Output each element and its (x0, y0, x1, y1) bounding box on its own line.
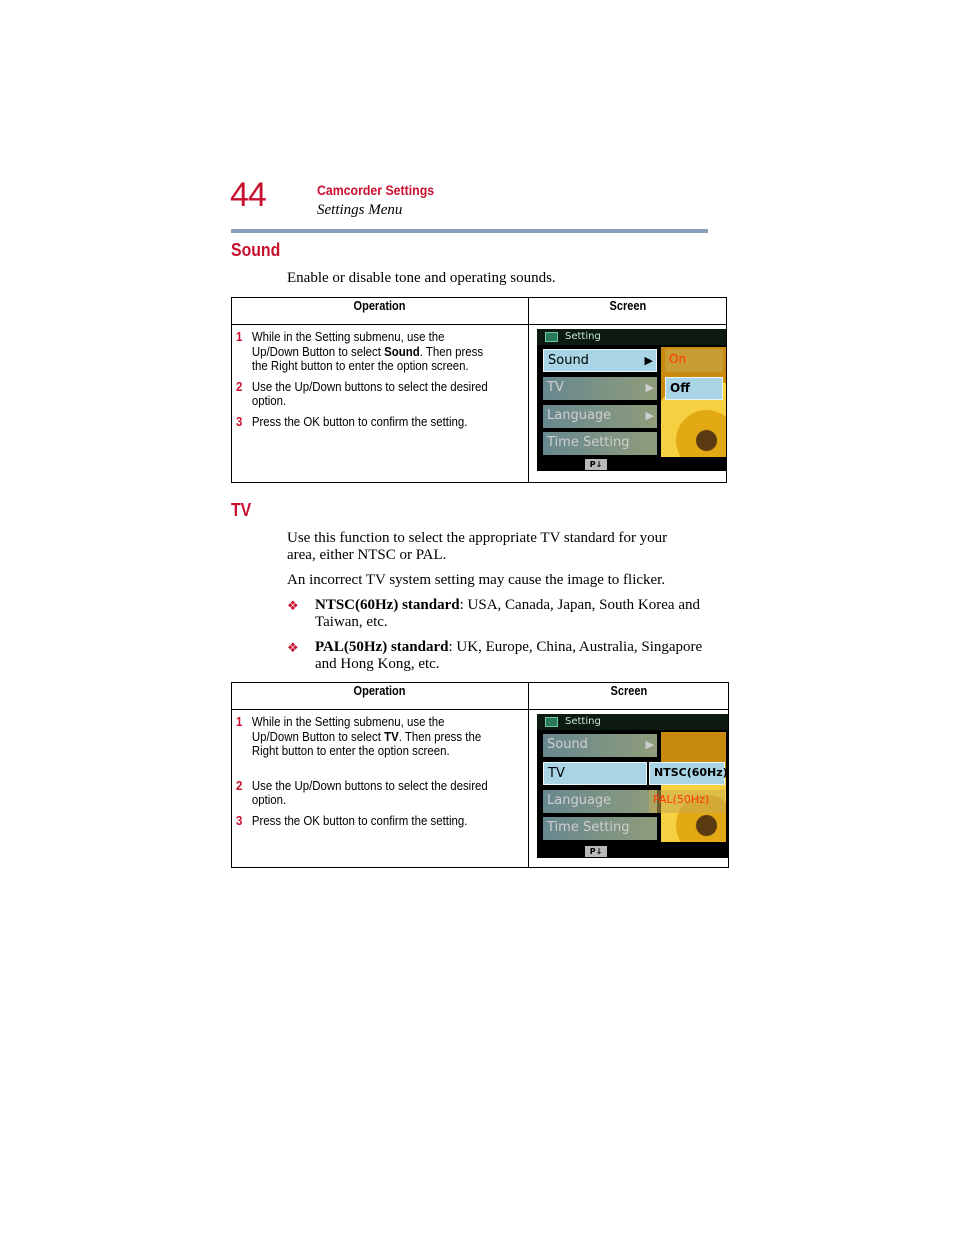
step: 1 While in the Setting submenu, use the Up/Down Button to select Sound. Then press the Right button to enter the option screen. (236, 329, 484, 373)
tv-intro: Use this function to select the appropriate TV standard for your area, either NTSC or PAL. (287, 530, 668, 563)
screen-header-bar (537, 714, 728, 730)
page-down-key-icon: P↓ (585, 459, 607, 470)
screen-title: Setting (565, 716, 601, 727)
bullet-icon: ❖ (287, 598, 299, 613)
operation-header: Operation (232, 298, 529, 325)
screen-cell (529, 710, 729, 868)
step: 3 Press the OK button to confirm the setting. (236, 812, 468, 828)
option-on: On (665, 349, 723, 372)
screen-header: Screen (529, 683, 729, 710)
menu-item-tv: TV (543, 762, 647, 785)
arrow-right-icon: ▶ (645, 381, 654, 394)
screen-title: Setting (565, 331, 601, 342)
screen-header-bar (537, 329, 726, 345)
option-off: Off (665, 377, 723, 400)
setting-icon (545, 332, 558, 342)
menu-item-sound: Sound ▶ (543, 734, 657, 757)
arrow-right-icon: ▶ (645, 409, 654, 422)
operation-cell (232, 325, 529, 483)
step: 3 Press the OK button to confirm the setting. (236, 413, 468, 429)
tv-warning: An incorrect TV system setting may cause the image to flicker. (287, 572, 666, 588)
menu-item-time-setting: Time Setting (543, 817, 657, 840)
page-number: 44 (230, 176, 266, 214)
screen-cell (529, 325, 727, 483)
sound-table (231, 297, 727, 483)
screen-footer (537, 457, 726, 471)
option-pal: PAL(50Hz) (649, 790, 725, 813)
operation-cell (232, 710, 529, 868)
flower-background-image (661, 732, 726, 842)
menu-item-tv: TV ▶ (543, 377, 657, 400)
menu-item-language: Language (543, 790, 657, 813)
sound-intro: Enable or disable tone and operating sounds. (287, 270, 556, 286)
option-ntsc: NTSC(60Hz) (649, 762, 725, 785)
step: 2 Use the Up/Down buttons to select the desired option. (236, 777, 488, 807)
operation-header: Operation (232, 683, 529, 710)
sound-heading: Sound (231, 240, 281, 260)
camcorder-screen (537, 714, 728, 858)
page-down-key-icon: P↓ (585, 846, 607, 857)
header-rule (231, 229, 708, 233)
bullet-icon: ❖ (287, 640, 299, 655)
menu-item-language: Language ▶ (543, 405, 657, 428)
tv-table (231, 682, 729, 868)
step: 1 While in the Setting submenu, use the Up/Down Button to select TV. Then press the Right button to enter the option screen. (236, 714, 482, 758)
subchapter-title: Settings Menu (317, 202, 403, 218)
arrow-right-icon: ▶ (644, 354, 653, 367)
chapter-title: Camcorder Settings (317, 182, 435, 198)
setting-icon (545, 717, 558, 727)
screen-footer (537, 844, 728, 858)
step: 2 Use the Up/Down buttons to select the desired option. (236, 378, 488, 408)
menu-item-sound: Sound ▶ (543, 349, 657, 372)
tv-heading: TV (231, 500, 252, 520)
screen-header: Screen (529, 298, 727, 325)
arrow-right-icon: ▶ (645, 738, 654, 751)
menu-item-time-setting: Time Setting (543, 432, 657, 455)
camcorder-screen (537, 329, 726, 471)
